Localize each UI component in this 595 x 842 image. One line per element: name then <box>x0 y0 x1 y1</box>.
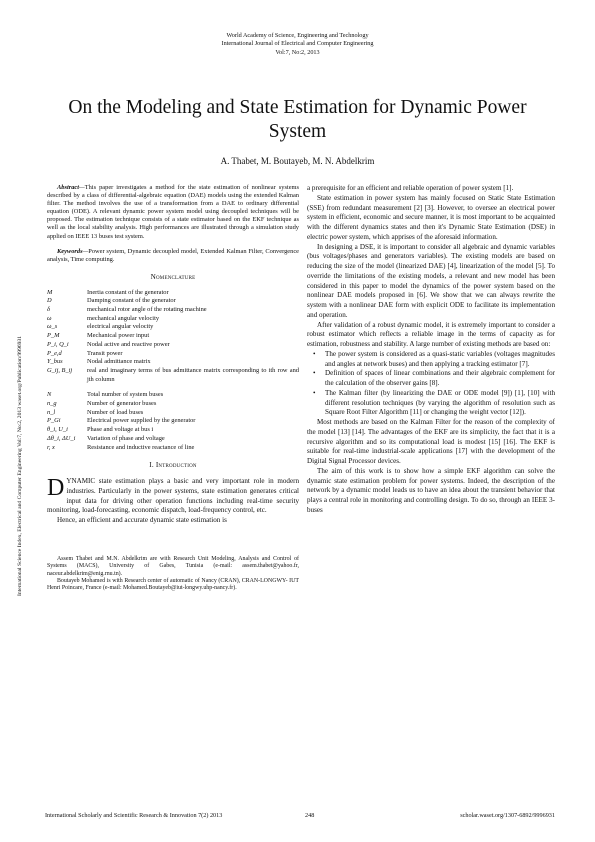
keywords: Keywords—Power system, Dynamic decoupled model, Extended Kalman Filter, Convergence analysis, Time computing. <box>47 247 299 263</box>
abstract: Abstract—This paper investigates a method for the state estimation of nonlinear systems described by a class of differential-algebraic equation (DAE) models using the extended Kalman filter. The method involves the use of a transformation from a DAE to ordinary differential equation (ODE). A relevant dynamic power system model using decoupled techniques will be proposed. The estimation technique consists of a state estimator based on the EKF technique as well as the local stability analysis. High performances are illustrated through a simulation study applied on IEEE 13 buses test system. <box>47 184 299 240</box>
nomenclature-symbol: r, x <box>47 443 55 451</box>
nomenclature-symbol: n_l <box>47 408 56 416</box>
nomenclature-definition: Number of generator buses <box>87 400 157 408</box>
nomenclature-definition: mechanical angular velocity <box>87 314 160 322</box>
intro-paragraph-1-text: YNAMIC state estimation plays a basic and very important role in modern industries. Particularly in the power systems, state estimation generates critical input data for driving other operation functions including real-time security monitoring, load-forecasting, economic dispatch, load-frequency control, etc. <box>47 477 299 515</box>
nomenclature-definition: Variation of phase and voltage <box>87 434 165 442</box>
nomenclature-row <box>47 391 299 400</box>
nomenclature-list <box>47 289 299 453</box>
paper-authors: A. Thabet, M. Boutayeb, M. N. Abdelkrim <box>220 156 375 166</box>
nomenclature-row <box>47 297 299 306</box>
nomenclature-symbol: P_i, Q_i <box>47 340 69 348</box>
nomenclature-row <box>47 315 299 324</box>
page-footer <box>45 812 555 819</box>
footer-url: scholar.waset.org/1307-6892/9996931 <box>460 812 555 819</box>
intro-paragraph-1 <box>47 477 299 516</box>
right-column <box>307 184 555 516</box>
keywords-label: Keywords <box>57 247 83 255</box>
nomenclature-symbol: Y_bus <box>47 358 63 366</box>
nomenclature-row <box>47 358 299 367</box>
abstract-text: This paper investigates a method for the state estimation of nonlinear systems described by a class of differential-algebraic equation (DAE) models using the extended Kalman filter. The method involves the use of a transformation from a DAE to ordinary differential equation (ODE). A relevant dynamic power system model using decoupled techniques will be proposed. The estimation technique consists of a state estimator based on the EKF technique as well as the local stability analysis. High performances are illustrated through a simulation study applied on IEEE 13 buses test system. <box>47 184 299 240</box>
nomenclature-row <box>47 323 299 332</box>
nomenclature-row <box>47 341 299 350</box>
header-line-1: World Academy of Science, Engineering and Technology <box>226 32 369 39</box>
intro-paragraph-2: Hence, an efficient and accurate dynamic state estimation is <box>57 516 227 524</box>
nomenclature-row <box>47 306 299 315</box>
nomenclature-symbol: P_Gi <box>47 417 61 425</box>
nomenclature-symbol: Δθ_i, ΔU_i <box>47 434 76 442</box>
nomenclature-definition: real and imaginary terms of bus admittance matrix corresponding to ith row and jth column <box>87 366 299 383</box>
nomenclature-row <box>47 400 299 409</box>
nomenclature-symbol: ω_s <box>47 323 58 331</box>
nomenclature-definition: Phase and voltage at bus i <box>87 426 154 434</box>
nomenclature-symbol: N <box>47 391 52 399</box>
left-column <box>47 184 299 593</box>
nomenclature-symbol: G_ij, B_ij <box>47 366 73 374</box>
footer-page-number: 248 <box>305 812 315 819</box>
sidebar-citation <box>17 176 27 596</box>
nomenclature-symbol: P_e,d <box>47 349 62 357</box>
header-line-3: Vol:7, No:2, 2013 <box>275 48 320 56</box>
header-line-2: International Journal of Electrical and Computer Engineering <box>221 40 374 48</box>
right-paragraph-4: Most methods are based on the Kalman Filter for the reason of the complexity of the model [13] [14]. The advantages of the EKF are its simplicity, the fact that it is a recursive algorithm and so its computational load is modest [15] [16]. The EKF is suitable for real-time industrial-scale applications [17] with the development of the Digital Signal Processor devices. <box>307 418 555 465</box>
journal-header <box>0 32 595 57</box>
nomenclature-symbol: δ <box>47 306 50 313</box>
right-paragraph-1: State estimation in power system has mainly focused on Static State Estimation (SSE) from redundant measurement [2] [3]. However, to oversee an electrical power system in efficient, economic and secure manner, it is most important to be acquainted with the different dynamics states and then it's Dynamic State Estimation (DSE) in electric power system, which apprises of the aforesaid information. <box>307 193 555 241</box>
nomenclature-row <box>47 332 299 341</box>
nomenclature-symbol: n_g <box>47 400 57 408</box>
nomenclature-symbol: ω <box>47 314 52 322</box>
nomenclature-definition: mechanical rotor angle of the rotating machine <box>87 306 207 313</box>
methods-list-item: • Definition of spaces of linear combinations and their algebraic complement for the calculation of the observer gains [8]. <box>325 369 555 389</box>
nomenclature-symbol: M <box>47 288 53 296</box>
abstract-label: Abstract <box>57 184 80 191</box>
nomenclature-symbol: P_M <box>47 332 60 340</box>
footnote <box>47 556 299 593</box>
nomenclature-definition: Nodal admittance matrix <box>87 358 151 366</box>
nomenclature-definition: Resistance and inductive reactance of line <box>87 443 195 451</box>
nomenclature-definition: Damping constant of the generator <box>87 297 176 305</box>
nomenclature-row <box>47 444 299 453</box>
nomenclature-row <box>47 426 299 435</box>
nomenclature-definition: Nodal active and reactive power <box>87 340 170 348</box>
drop-cap: D <box>47 475 65 501</box>
nomenclature-definition: electrical angular velocity <box>87 323 154 331</box>
methods-list <box>307 350 555 418</box>
right-paragraph-3: After validation of a robust dynamic model, it is extremely important to consider a robust estimator which reflects a reliable image in the terms of capacity as for estimation, robustness and stability. A large number of existing methods are based on: <box>307 320 555 348</box>
nomenclature-definition: Electrical power supplied by the generator <box>87 417 196 425</box>
right-paragraph-5: The aim of this work is to show how a simple EKF algorithm can solve the dynamic state estimation problem for power systems. Indeed, the description of the network by a dynamic model leads us to have an idea about the transient behavior that plays a central role in monitoring and controlling design. To do so, through an IEEE 3-buses <box>307 466 555 514</box>
nomenclature-definition: Transit power <box>87 349 123 357</box>
methods-list-item: • The power system is considered as a quasi-static variables (voltages magnitudes and angles at network buses) and then applying a tracking estimator [7]. <box>325 350 555 370</box>
footnote-affiliation-1: Assem Thabet and M.N. Abdelkrim are with Research Unit Modeling, Analysis and Control of Systems (MACS), University of Gabes, Tunisia (e-mail: assem.thabet@yahoo.fr, naceur.abdelkrim@enig.rnu.tn). <box>47 555 299 577</box>
nomenclature-row <box>47 417 299 426</box>
footnote-affiliation-2: Boutayeb Mohamed is with Research center of automatic of Nancy (CRAN), CRAN-LONGWY- IUT Henri Poincare, France (e-mail: Mohamed.Boutayeb@iut-longwy.uhp-nancy.fr). <box>47 577 299 592</box>
nomenclature-row <box>47 367 299 384</box>
nomenclature-definition: Mechanical power input <box>87 332 150 340</box>
footer-journal: International Scholarly and Scientific Research & Innovation 7(2) 2013 <box>45 812 223 819</box>
nomenclature-definition: Total number of system buses <box>87 391 164 399</box>
paper-title: On the Modeling and State Estimation for Dynamic Power System <box>68 97 527 142</box>
nomenclature-gap <box>47 384 299 391</box>
nomenclature-heading: Nomenclature <box>150 272 196 281</box>
nomenclature-symbol: D <box>47 297 52 305</box>
right-paragraph-2: In designing a DSE, it is important to consider all algebraic and dynamic variables (bus voltages/phases and generators variables). The existing models are based on reducing the size of the model (linearized DAE) [4], linearization of the model [5]. To override the limitations of the existing models, a relevant and new model has been considered in this paper to model the dynamics of the power system based on the nonlinear DAE models proposed in [6]. We show that we can always rewrite the system with a nonlinear DAE form with explicit ODE to facilitate its implementation and operation. <box>307 242 555 319</box>
nomenclature-definition: Inertia constant of the generator <box>87 288 169 296</box>
nomenclature-row <box>47 289 299 298</box>
nomenclature-symbol: θ_i, U_i <box>47 426 68 434</box>
nomenclature-row <box>47 435 299 444</box>
sidebar-citation-text: International Science Index, Electrical and Computer Engineering Vol:7, No:2, 2013 waset.org/Publication/9996931 <box>17 335 23 596</box>
nomenclature-row <box>47 350 299 359</box>
intro-heading: I. Introduction <box>149 461 197 470</box>
keywords-text: Power system, Dynamic decoupled model, Extended Kalman Filter, Convergence analysis, Time computing. <box>47 247 299 263</box>
nomenclature-definition: Number of load buses <box>87 408 144 416</box>
methods-list-item: • The Kalman filter (by linearizing the DAE or ODE model [9]) [1], [10] with different resolution techniques (by varying the algorithm of resolution such as Square Root Filter Algorithm [11] or changing the weight vector [12]). <box>325 389 555 418</box>
nomenclature-row <box>47 409 299 418</box>
right-paragraph-0: a prerequisite for an efficient and reliable operation of power system [1]. <box>307 184 514 192</box>
